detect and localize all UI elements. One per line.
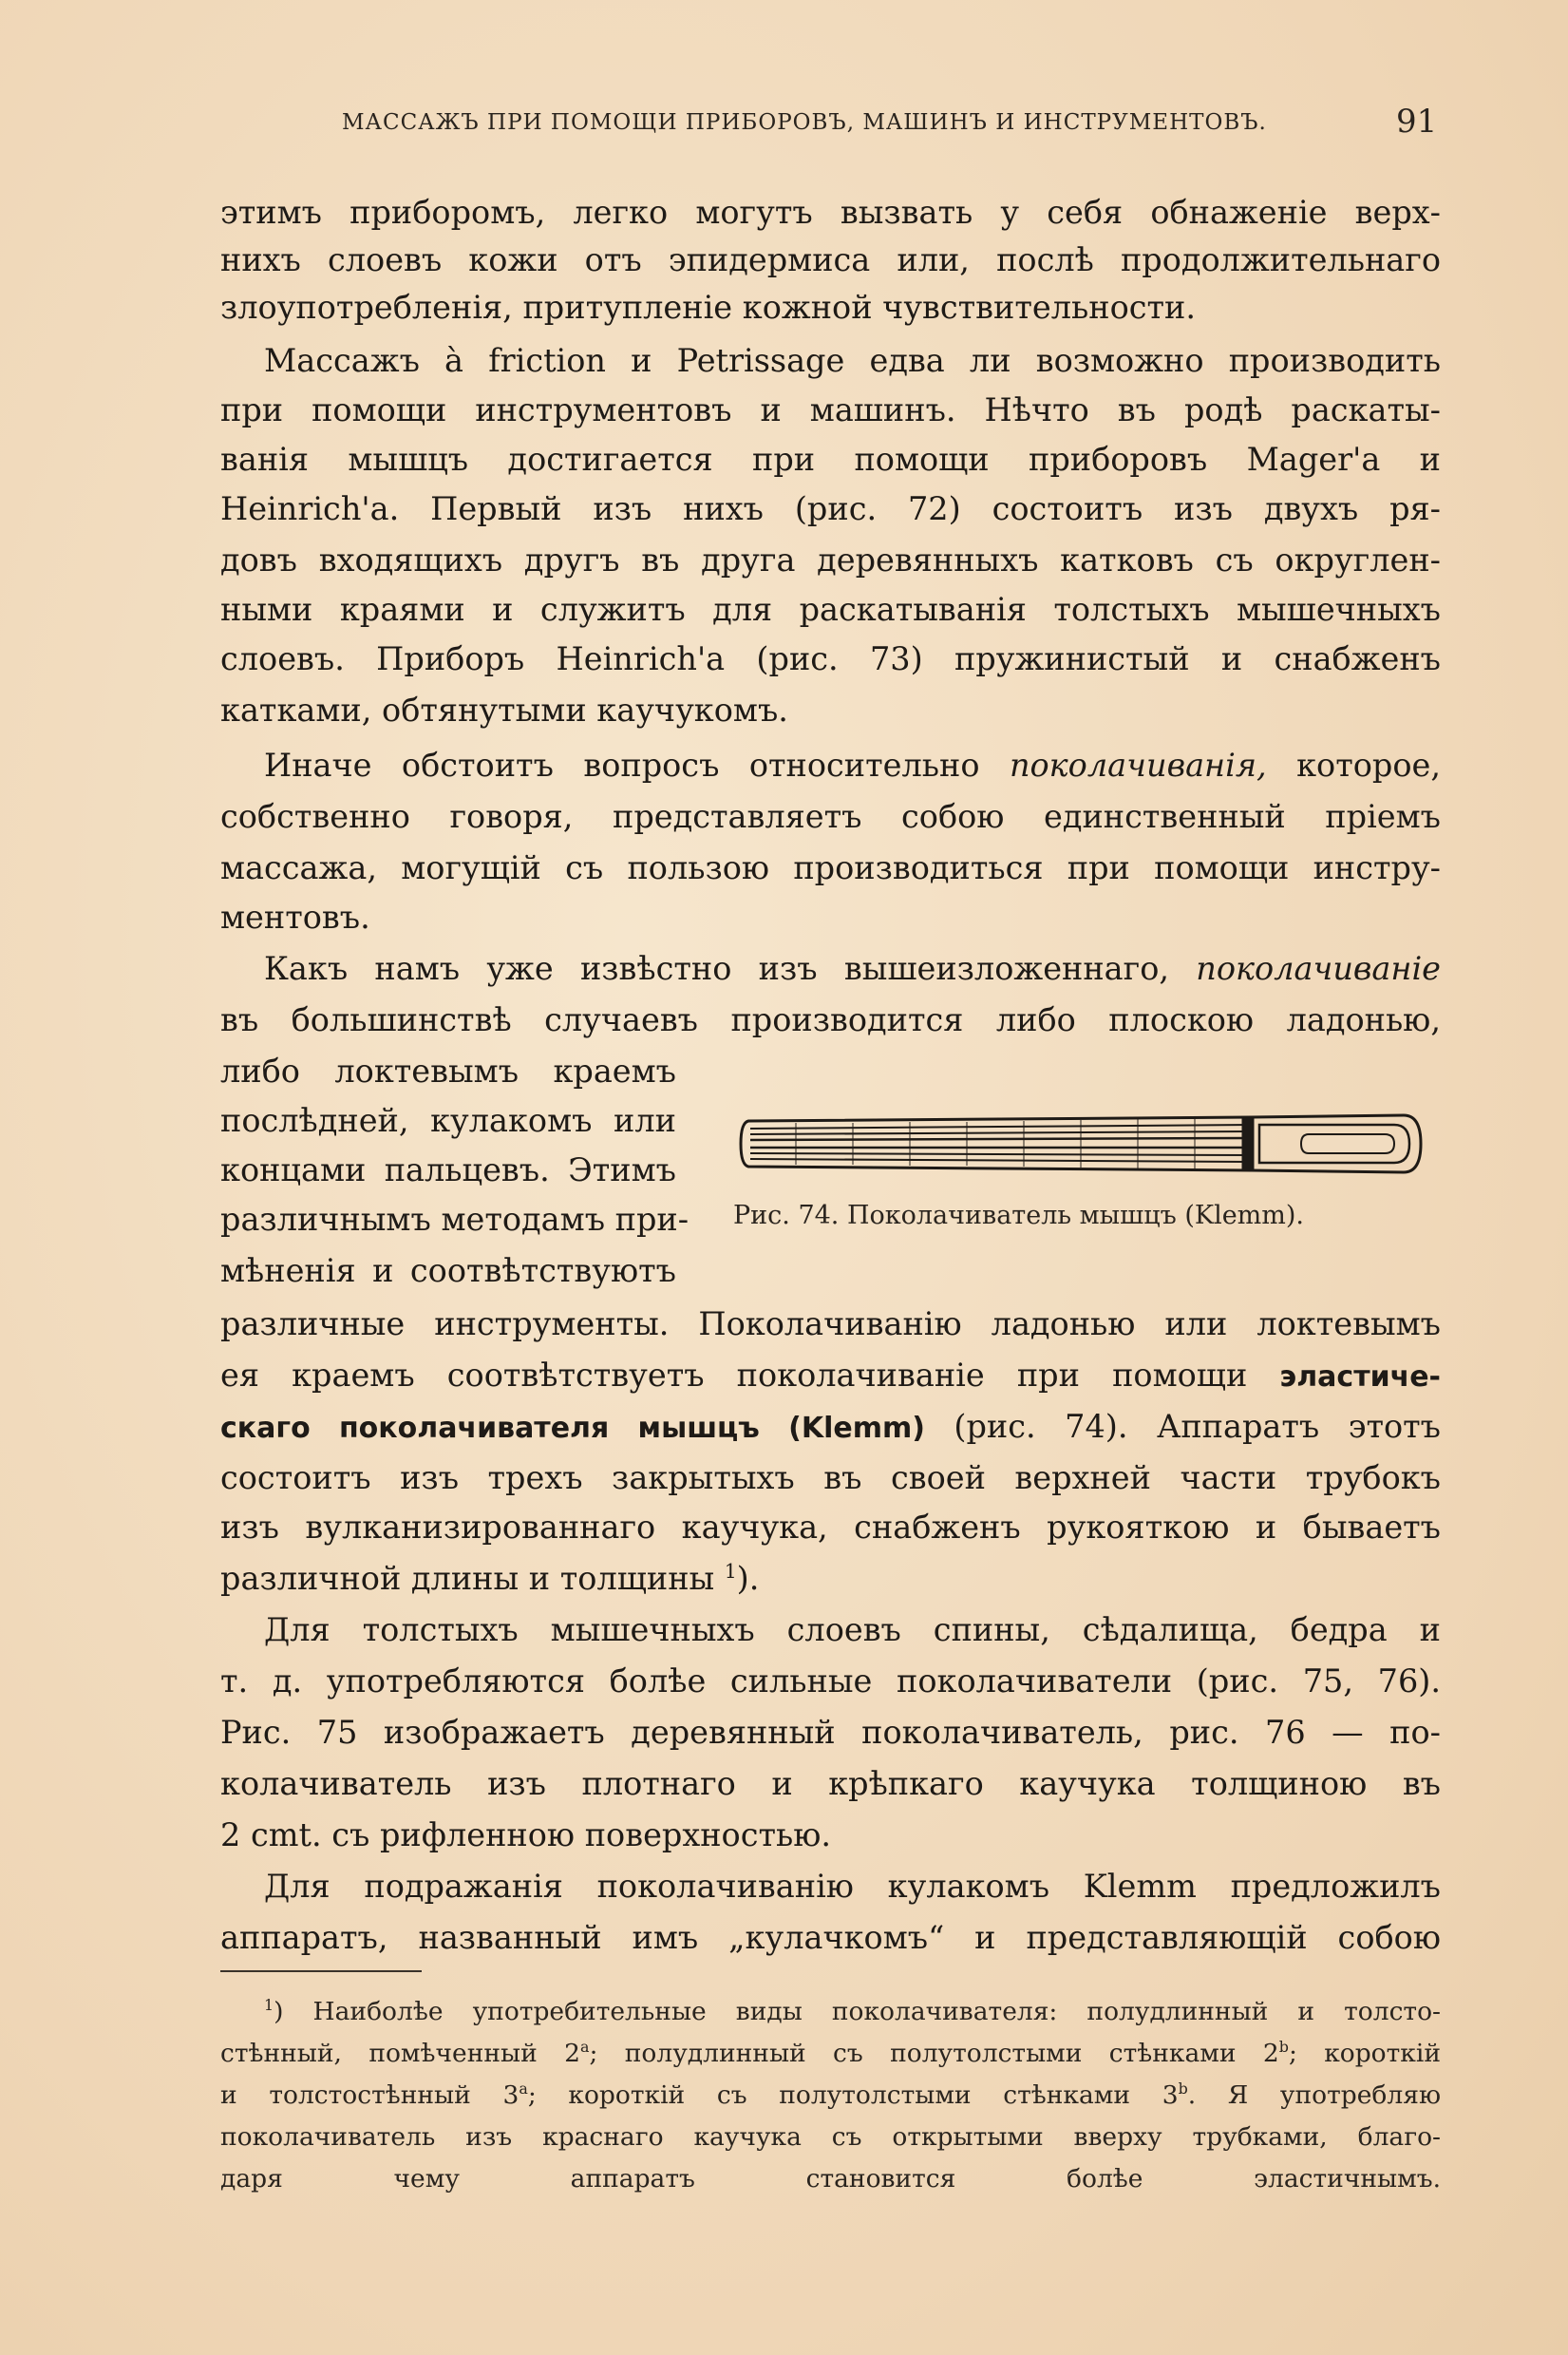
- footnote-line: поколачиватель изъ краснаго каучука съ открытыми вверху трубками, благо-: [220, 2122, 1441, 2152]
- body-line: при помощи инструментовъ и машинъ. Нѣчто въ родѣ раскаты-: [220, 391, 1441, 428]
- body-line: концами пальцевъ. Этимъ: [220, 1151, 676, 1188]
- body-line: [264, 950, 1441, 988]
- body-line: ными краями и служитъ для раскатыванія толстыхъ мышечныхъ: [220, 591, 1441, 628]
- body-line: состоитъ изъ трехъ закрытыхъ въ своей верхней части трубокъ: [220, 1459, 1441, 1496]
- body-line: ванія мышцъ достигается при помощи приборовъ Mager'a и: [220, 441, 1441, 478]
- text-run: . Я употребляю: [1187, 2080, 1442, 2110]
- body-line: Рис. 75 изображаетъ деревянный поколачиватель, рис. 76 — по-: [220, 1714, 1441, 1751]
- body-line: 2 cmt. съ рифленною поверхностью.: [220, 1816, 832, 1853]
- italic-term: поколачиванія,: [1009, 747, 1267, 784]
- body-line: [220, 1357, 1441, 1396]
- text-run: Иначе обстоитъ вопросъ относительно: [264, 747, 1010, 784]
- text-run: ; короткій: [1288, 2039, 1441, 2068]
- body-line: Heinrich'a. Первый изъ нихъ (рис. 72) состоитъ изъ двухъ ря-: [220, 490, 1441, 527]
- superscript: a: [519, 2080, 528, 2099]
- body-line: злоупотребленія, притупленіе кожной чувствительности.: [220, 289, 1197, 326]
- text-run: которое,: [1266, 747, 1441, 784]
- superscript: b: [1178, 2080, 1188, 2099]
- text-run: различной длины и толщины: [220, 1560, 725, 1597]
- text-run: ; полудлинный съ полутолстыми стѣнками 2: [589, 2039, 1279, 2068]
- body-line: [264, 747, 1441, 785]
- superscript: a: [580, 2038, 590, 2057]
- body-line: этимъ приборомъ, легко могутъ вызвать у себя обнаженіе верх-: [220, 194, 1441, 231]
- footnote-marker: 1: [264, 1996, 274, 2015]
- footnote-line: [264, 1995, 1441, 2029]
- body-line: собственно говоря, представляетъ собою единственный пріемъ: [220, 798, 1441, 835]
- footnote-line: [220, 2079, 1441, 2113]
- body-line: мѣненія и соотвѣтствуютъ: [220, 1252, 676, 1289]
- running-head: МАССАЖЪ ПРИ ПОМОЩИ ПРИБОРОВЪ, МАШИНЪ И ИНСТРУМЕНТОВЪ.: [342, 110, 1267, 135]
- body-line: т. д. употребляются болѣе сильные поколачиватели (рис. 75, 76).: [220, 1662, 1441, 1700]
- text-run: ея краемъ соотвѣтствуетъ поколачиваніе при помощи: [220, 1357, 1280, 1394]
- percussion-instrument-illustration: [739, 1106, 1426, 1182]
- body-line: изъ вулканизированнаго каучука, снабженъ рукояткою и бываетъ: [220, 1509, 1441, 1546]
- body-line: [220, 1560, 1441, 1598]
- text-run: (рис. 74). Аппаратъ этотъ: [924, 1408, 1441, 1445]
- body-line: въ большинствѣ случаевъ производится либо плоскою ладонью,: [220, 1001, 1441, 1038]
- body-line: слоевъ. Приборъ Heinrich'a (рис. 73) пружинистый и снабженъ: [220, 640, 1441, 677]
- bold-term: эластиче-: [1279, 1360, 1441, 1394]
- body-line: различные инструменты. Поколачиванію ладонью или локтевымъ: [220, 1305, 1441, 1342]
- body-line: [220, 1408, 1441, 1448]
- body-line: либо локтевымъ краемъ: [220, 1053, 676, 1090]
- text-run: стѣнный, помѣченный 2: [220, 2039, 581, 2068]
- body-line: Массажъ à friction и Petrissage едва ли возможно производить: [264, 342, 1441, 379]
- page-number: 91: [1396, 103, 1438, 141]
- body-line: катками, обтянутыми каучукомъ.: [220, 692, 788, 729]
- body-line: довъ входящихъ другъ въ друга деревянныхъ катковъ съ округлен-: [220, 541, 1441, 579]
- figure-caption: Рис. 74. Поколачиватель мышцъ (Klemm).: [733, 1201, 1305, 1230]
- superscript: b: [1278, 2038, 1289, 2057]
- body-line: Для толстыхъ мышечныхъ слоевъ спины, сѣдалища, бедра и: [264, 1611, 1441, 1648]
- body-line: колачиватель изъ плотнаго и крѣпкаго каучука толщиною въ: [220, 1765, 1441, 1802]
- body-line: различнымъ методамъ при-: [220, 1201, 690, 1238]
- body-line: ментовъ.: [220, 899, 370, 936]
- body-line: послѣдней, кулакомъ или: [220, 1102, 676, 1139]
- footnote-rule: [220, 1970, 422, 1972]
- italic-term: поколачиваніе: [1196, 950, 1441, 987]
- footnote-ref: 1: [724, 1559, 737, 1583]
- body-line: Для подражанія поколачиванію кулакомъ Klemm предложилъ: [264, 1868, 1441, 1905]
- body-line: массажа, могущій съ пользою производиться при помощи инстру-: [220, 849, 1441, 886]
- footnote-line: даря чему аппаратъ становится болѣе эластичнымъ.: [220, 2164, 1441, 2194]
- footnote-line: [220, 2037, 1441, 2071]
- body-line: аппаратъ, названный имъ „кулачкомъ“ и представляющій собою: [220, 1919, 1441, 1956]
- text-run: ) Наиболѣе употребительные виды поколачивателя: полудлинный и толсто-: [274, 1997, 1441, 2026]
- bold-term: скаго поколачивателя мышцъ (Klemm): [220, 1412, 925, 1445]
- text-run: ; короткій съ полутолстыми стѣнками 3: [527, 2080, 1179, 2110]
- body-line: нихъ слоевъ кожи отъ эпидермиса или, послѣ продолжительнаго: [220, 241, 1441, 278]
- text-run: Какъ намъ уже извѣстно изъ вышеизложеннаго,: [264, 950, 1197, 987]
- text-run: и толстостѣнный 3: [220, 2080, 520, 2110]
- text-run: ).: [736, 1560, 760, 1597]
